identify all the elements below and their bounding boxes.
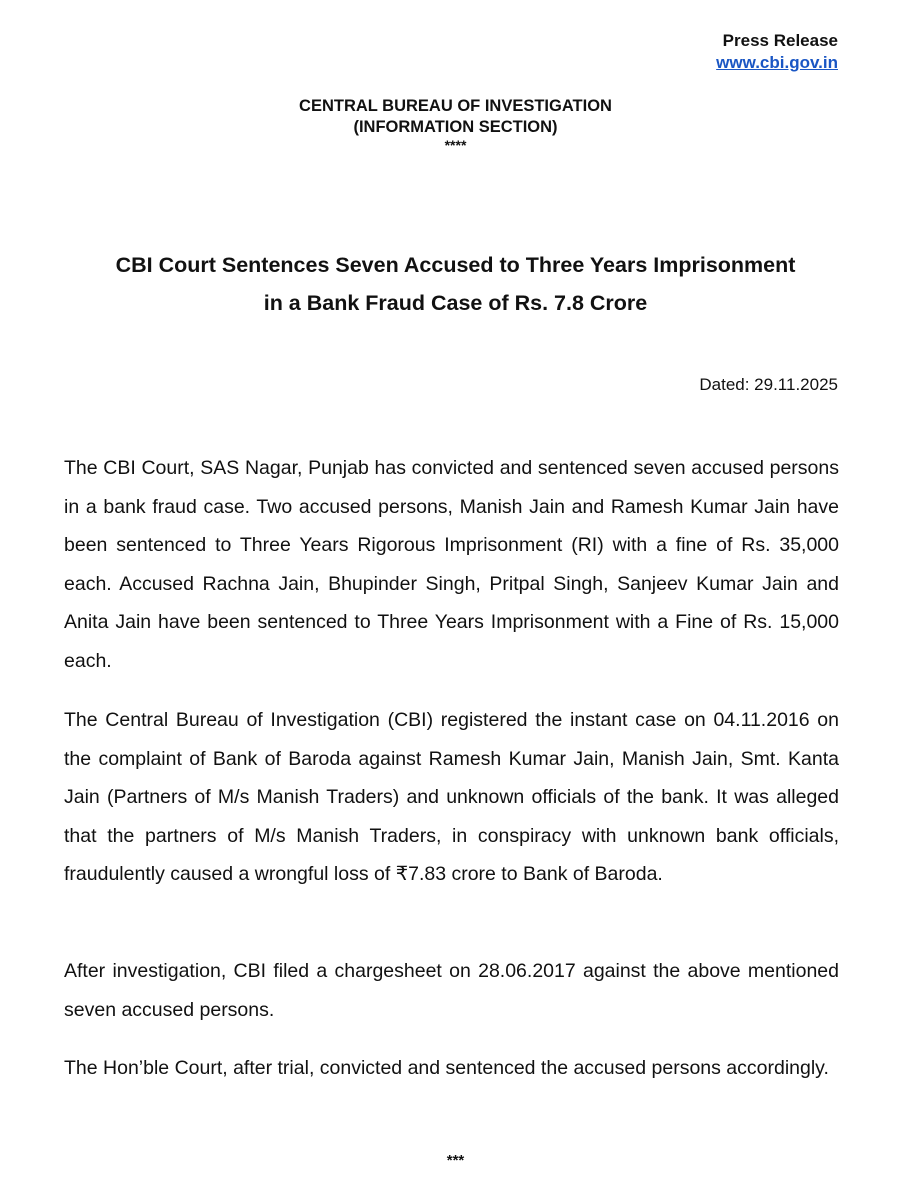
headline-line-1: CBI Court Sentences Seven Accused to Three Years Imprisonment	[115, 253, 796, 277]
paragraph-court-verdict	[64, 1049, 839, 1088]
paragraph-chargesheet	[64, 952, 839, 1029]
end-marker: ***	[446, 1152, 465, 1169]
header-separator: ****	[444, 137, 467, 153]
paragraph-text: The Central Bureau of Investigation (CBI) registered the instant case on 04.11.2016 on the complaint of Bank of Baroda against Ramesh Kumar Jain, Manish Jain, Smt. Kanta Jain (Partners of M/s Manish Traders) and unknown officials of the bank. It was alleged that the partners of M/s Manish Traders, in conspiracy with unknown bank officials, fraudulently caused a wrongful loss of ₹7.83 crore to Bank of Baroda.	[64, 709, 839, 885]
cbi-website-link[interactable]: www.cbi.gov.in	[716, 53, 838, 72]
paragraph-conviction	[64, 449, 839, 680]
organization-section: (INFORMATION SECTION)	[353, 118, 558, 136]
paragraph-text: The CBI Court, SAS Nagar, Punjab has convicted and sentenced seven accused persons in a bank fraud case. Two accused persons, Manish Jain and Ramesh Kumar Jain have been sentenced to Three Years Rigorous Imprisonment (RI) with a fine of Rs. 35,000 each. Accused Rachna Jain, Bhupinder Singh, Pritpal Singh, Sanjeev Kumar Jain and Anita Jain have been sentenced to Three Years Imprisonment with a Fine of Rs. 15,000 each.	[64, 457, 839, 672]
paragraph-case-registration	[64, 701, 839, 894]
press-release-headline	[40, 246, 871, 322]
headline-line-2: in a Bank Fraud Case of Rs. 7.8 Crore	[263, 291, 648, 315]
press-release-header	[716, 30, 838, 74]
release-date: Dated: 29.11.2025	[699, 375, 838, 394]
organization-name: CENTRAL BUREAU OF INVESTIGATION	[299, 97, 612, 115]
organization-block	[0, 96, 911, 152]
paragraph-text: The Hon’ble Court, after trial, convicted and sentenced the accused persons accordingly.	[64, 1057, 829, 1079]
press-release-label: Press Release	[722, 31, 838, 50]
paragraph-text: After investigation, CBI filed a chargesheet on 28.06.2017 against the above mentioned seven accused persons.	[64, 960, 839, 1021]
